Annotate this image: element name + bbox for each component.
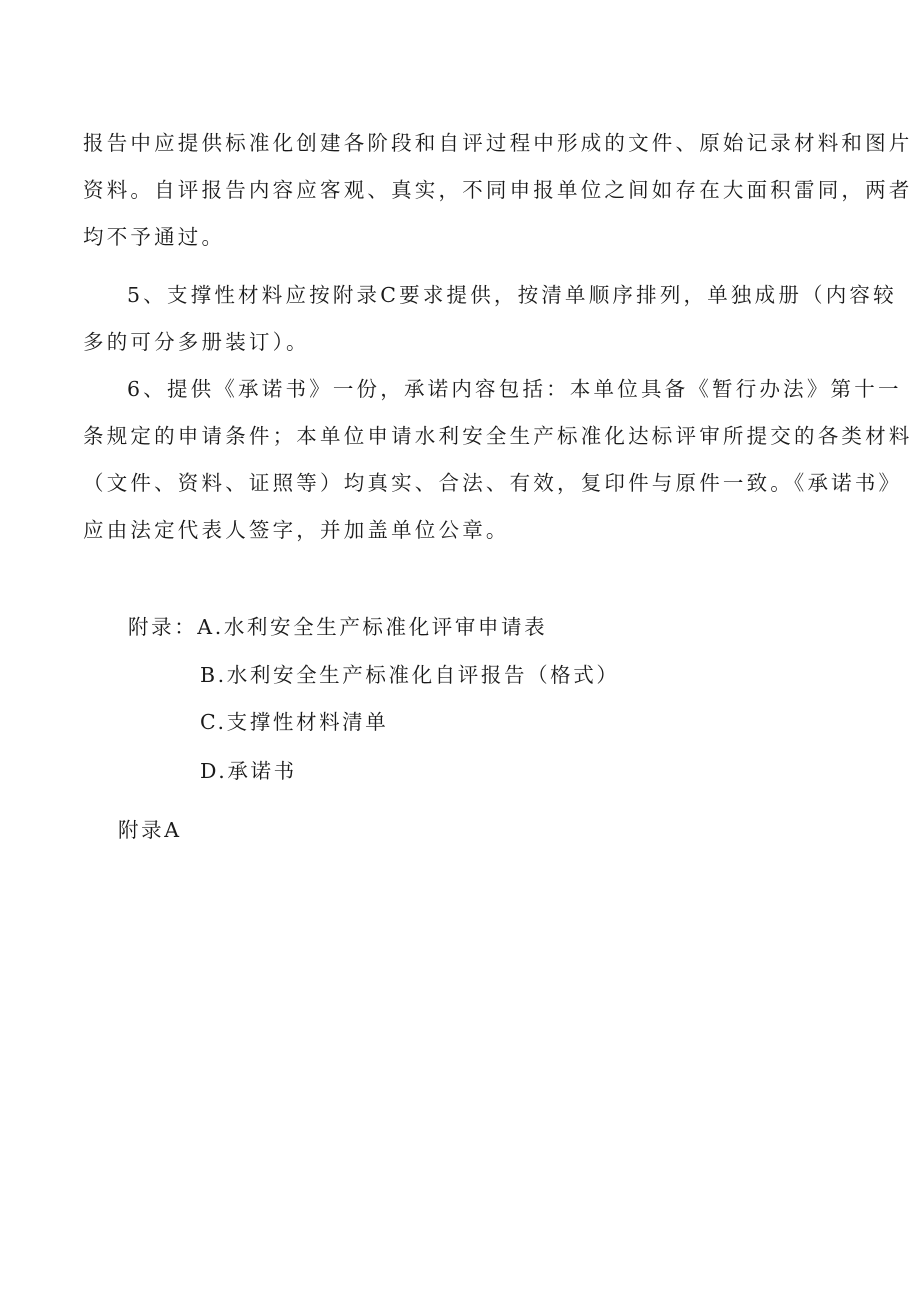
text-line: 均不予通过。: [83, 225, 226, 249]
paragraph-continuation: [83, 120, 913, 261]
text-line: 条规定的申请条件；本单位申请水利安全生产标准化达标评审所提交的各类材料: [83, 424, 913, 448]
text-line: 应由法定代表人签字，并加盖单位公章。: [83, 518, 510, 542]
appendix-a-heading: 附录A: [118, 818, 182, 842]
text-line: （文件、资料、证照等）均真实、合法、有效，复印件与原件一致。《承诺书》: [83, 471, 903, 495]
text-line: 6、提供《承诺书》一份，承诺内容包括：本单位具备《暂行办法》第十一: [127, 377, 902, 401]
appendix-list-item-c: C.支撑性材料清单: [200, 710, 389, 734]
appendix-list-item-d: D.承诺书: [200, 759, 297, 783]
appendix-list-title: 附录：A.水利安全生产标准化评审申请表: [128, 615, 548, 639]
requirement-item-5: [83, 272, 897, 366]
requirement-item-6: [83, 366, 913, 554]
text-line: 资料。自评报告内容应客观、真实，不同申报单位之间如存在大面积雷同，两者: [83, 178, 913, 202]
text-line: 报告中应提供标准化创建各阶段和自评过程中形成的文件、原始记录材料和图片: [83, 131, 913, 155]
text-line: 5、支撑性材料应按附录C要求提供，按清单顺序排列，单独成册（内容较: [127, 283, 897, 307]
appendix-list-item-b: B.水利安全生产标准化自评报告（格式）: [200, 663, 620, 687]
text-line: 多的可分多册装订）。: [83, 330, 310, 354]
